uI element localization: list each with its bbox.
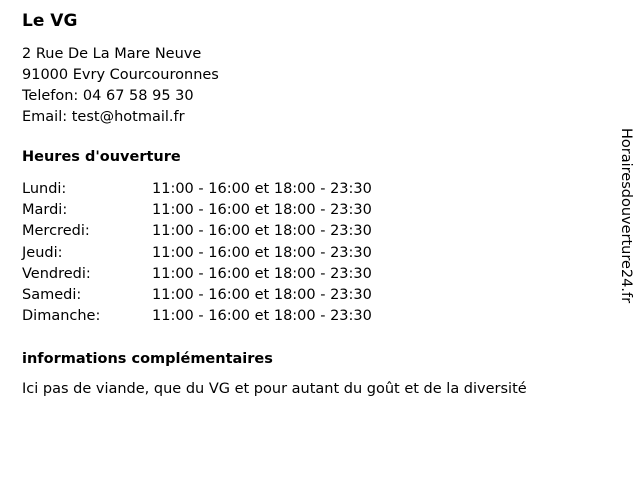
opening-hours-table — [22, 179, 372, 327]
table-row — [22, 200, 372, 221]
hours-time-value: 11:00 - 16:00 et 18:00 - 23:30 — [152, 202, 372, 219]
hours-day-label: Mercredi: — [22, 223, 90, 240]
hours-day-label: Samedi: — [22, 287, 82, 304]
table-row — [22, 221, 372, 242]
hours-day-label: Dimanche: — [22, 308, 101, 325]
table-row — [22, 306, 372, 327]
hours-time-value: 11:00 - 16:00 et 18:00 - 23:30 — [152, 223, 372, 240]
address-line-street: 2 Rue De La Mare Neuve — [22, 46, 202, 62]
opening-hours-heading: Heures d'ouverture — [22, 149, 181, 165]
additional-info-heading: informations complémentaires — [22, 351, 273, 368]
table-row — [22, 243, 372, 264]
table-row — [22, 179, 372, 200]
watermark-brand: Horairesdouverture24.fr — [618, 128, 634, 304]
hours-time-value: 11:00 - 16:00 et 18:00 - 23:30 — [152, 308, 372, 325]
business-address — [22, 44, 612, 128]
address-line-email: Email: test@hotmail.fr — [22, 109, 185, 125]
hours-day-label: Mardi: — [22, 202, 68, 219]
table-row — [22, 264, 372, 285]
additional-info-text: Ici pas de viande, que du VG et pour autant du goût et de la diversité — [22, 381, 527, 398]
hours-day-label: Jeudi: — [22, 244, 63, 261]
hours-time-value: 11:00 - 16:00 et 18:00 - 23:30 — [152, 244, 372, 261]
table-row — [22, 285, 372, 306]
address-line-phone: Telefon: 04 67 58 95 30 — [22, 88, 194, 104]
business-name: Le VG — [22, 11, 78, 31]
business-info-block — [22, 10, 612, 399]
hours-day-label: Lundi: — [22, 181, 67, 197]
hours-time-value: 11:00 - 16:00 et 18:00 - 23:30 — [152, 265, 372, 282]
address-line-city: 91000 Evry Courcouronnes — [22, 67, 219, 83]
hours-day-label: Vendredi: — [22, 265, 91, 282]
hours-time-value: 11:00 - 16:00 et 18:00 - 23:30 — [152, 181, 372, 197]
hours-time-value: 11:00 - 16:00 et 18:00 - 23:30 — [152, 287, 372, 304]
